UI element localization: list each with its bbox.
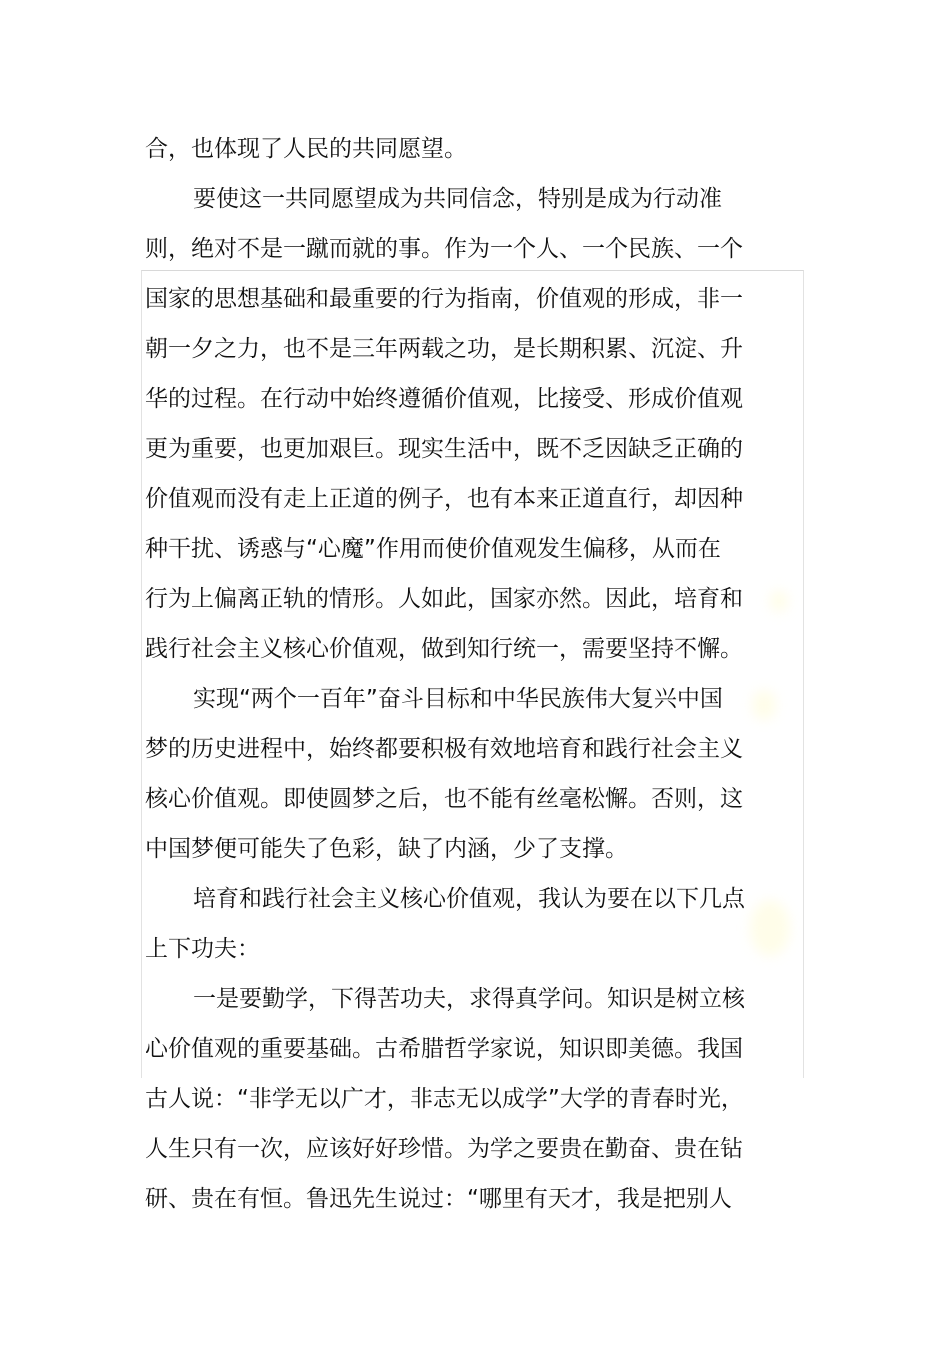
text-line: 中国梦便可能失了色彩，缺了内涵，少了支撑。 [145,836,628,862]
text-line: 研、贵在有恒。鲁迅先生说过：“哪里有天才，我是把别人 [145,1186,732,1212]
text-line: 国家的思想基础和最重要的行为指南，价值观的形成，非一 [145,286,743,312]
text-line: 要使这一共同愿望成为共同信念，特别是成为行动准 [193,186,722,212]
text-line: 朝一夕之力，也不是三年两载之功，是长期积累、沉淀、升 [145,336,743,362]
text-line: 更为重要，也更加艰巨。现实生活中，既不乏因缺乏正确的 [145,436,743,462]
text-line: 践行社会主义核心价值观，做到知行统一，需要坚持不懈。 [145,636,743,662]
text-line: 种干扰、诱惑与“心魔”作用而使价值观发生偏移，从而在 [145,536,721,562]
text-line: 上下功夫： [145,936,260,962]
text-line: 培育和践行社会主义核心价值观，我认为要在以下几点 [193,886,745,912]
text-line: 价值观而没有走上正道的例子，也有本来正道直行，却因种 [145,486,743,512]
text-line: 梦的历史进程中，始终都要积极有效地培育和践行社会主义 [145,736,743,762]
text-line: 实现“两个一百年”奋斗目标和中华民族伟大复兴中国 [193,686,723,712]
text-line: 华的过程。在行动中始终遵循价值观，比接受、形成价值观 [145,386,743,412]
document-body [145,124,785,1224]
text-line: 古人说：“非学无以广才，非志无以成学”大学的青春时光， [145,1086,744,1112]
text-line: 心价值观的重要基础。古希腊哲学家说，知识即美德。我国 [145,1036,743,1062]
text-line: 则，绝对不是一蹴而就的事。作为一个人、一个民族、一个 [145,236,743,262]
text-line: 人生只有一次，应该好好珍惜。为学之要贵在勤奋、贵在钻 [145,1136,743,1162]
text-line: 一是要勤学，下得苦功夫，求得真学问。知识是树立核 [193,986,745,1012]
text-line: 核心价值观。即使圆梦之后，也不能有丝毫松懈。否则，这 [145,786,743,812]
text-line: 行为上偏离正轨的情形。人如此，国家亦然。因此，培育和 [145,586,743,612]
text-line: 合，也体现了人民的共同愿望。 [145,136,467,162]
